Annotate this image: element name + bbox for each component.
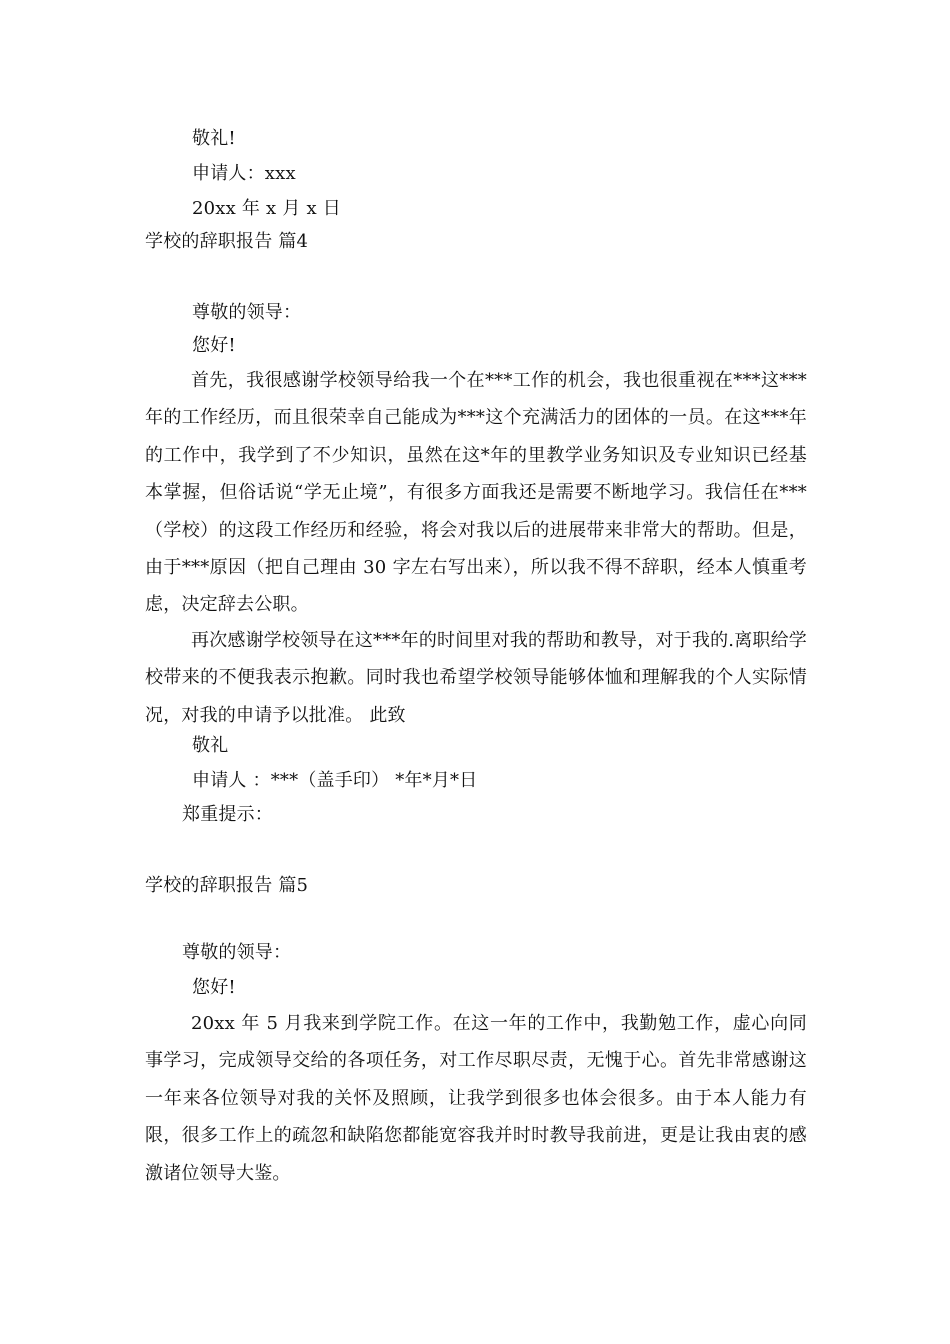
section-4-applicant: 申请人 ：***（盖手印） *年*月*日 [192, 770, 478, 791]
section-4-greeting: 您好! [192, 335, 236, 356]
applicant-line: 申请人：xxx [192, 163, 296, 184]
date-line: 20xx 年 x 月 x 日 [192, 198, 341, 219]
section-4-paragraph-2: 再次感谢学校领导在这***年的时间里对我的帮助和教导，对于我的.离职给学校带来的不便我表示抱歉。同时我也希望学校领导能够体恤和理解我的个人实际情况，对我的申请予以批准。 此致 [145, 630, 807, 726]
section-4-notice: 郑重提示： [182, 804, 273, 825]
section-5-heading: 学校的辞职报告 篇5 [145, 875, 309, 896]
section-4-salutation: 尊敬的领导： [192, 302, 302, 323]
section-4-paragraph-1: 首先，我很感谢学校领导给我一个在***工作的机会，我也很重视在***这***年的工作经历，而且很荣幸自己能成为***这个充满活力的团体的一员。在这***年的工作中，我学到了不少知识，虽然在这*年的里教学业务知识及专业知识已经基本掌握，但俗话说“学无止境”，有很多方面我还是需要不断地学习。我信任在***（学校）的这段工作经历和经验，将会对我以后的进展带来非常大的帮助。但是，由于***原因（把自己理由 30 字左右写出来），所以我不得不辞职，经本人慎重考虑，决定辞去公职。 [145, 370, 807, 616]
section-4-heading: 学校的辞职报告 篇4 [145, 231, 309, 252]
section-5-salutation: 尊敬的领导： [182, 942, 292, 963]
section-5-greeting: 您好! [192, 977, 236, 998]
closing-line: 敬礼! [192, 128, 236, 149]
section-5-paragraph-1: 20xx 年 5 月我来到学院工作。在这一年的工作中，我勤勉工作，虚心向同事学习，完成领导交给的各项任务，对工作尽职尽责，无愧于心。首先非常感谢这一年来各位领导对我的关怀及照顾，让我学到很多也体会很多。由于本人能力有限，很多工作上的疏忽和缺陷您都能宽容我并时时教导我前进，更是让我由衷的感激诸位领导大鉴。 [145, 1013, 807, 1184]
section-4-closing: 敬礼 [192, 735, 229, 756]
